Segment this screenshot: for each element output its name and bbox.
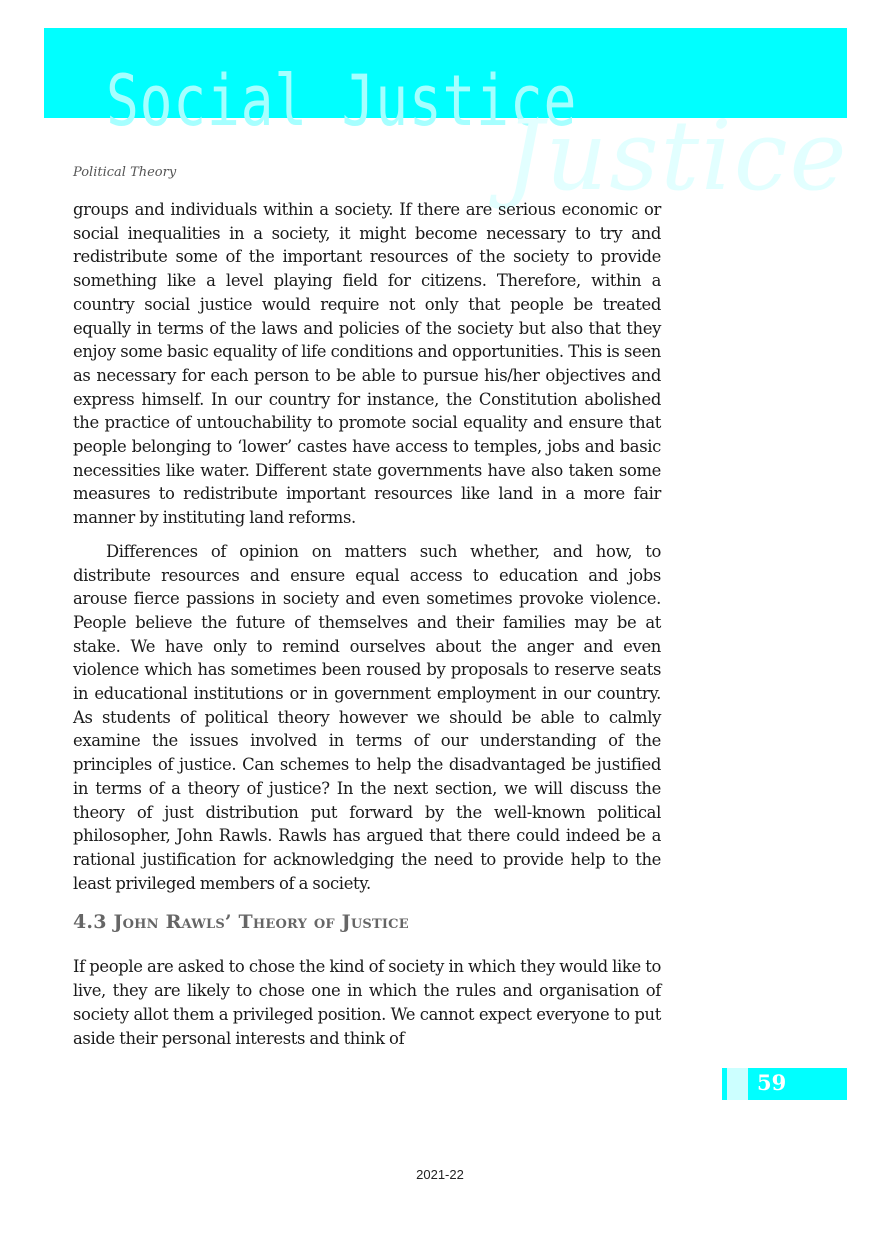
page-number: 59 — [757, 1070, 787, 1095]
chapter-title: Social Justice — [106, 60, 578, 142]
page-number-tab — [722, 1068, 847, 1100]
page-number-strip — [727, 1068, 748, 1100]
page-content — [73, 198, 661, 1050]
page-footer: 2021-22 — [416, 1167, 464, 1182]
justice-watermark: Justice — [505, 100, 849, 212]
running-head: Political Theory — [73, 165, 177, 180]
section-paragraph: If people are asked to chose the kind of society in which they would like to live, they are likely to chose one in which the rules and organisation of society allot them a privileged position. We cannot expect everyone to put aside their personal interests and think of — [73, 957, 661, 1048]
body-paragraph: groups and individuals within a society. If there are serious economic or social inequalities in a society, it might become necessary to try and redistribute some of the important resources of the society to provide something like a level playing field for citizens. Therefore, within a country social justice would require not only that people be treated equally in terms of the laws and policies of the society but also that they enjoy some basic equality of life conditions and opportunities. This is seen as necessary for each person to be able to pursue his/her objectives and express himself. In our country for instance, the Constitution abolished the practice of untouchability to promote social equality and ensure that people belonging to ‘lower’ castes have access to temples, jobs and basic necessities like water. Different state governments have also taken some measures to redistribute important resources like land in a more fair manner by instituting land reforms. — [73, 200, 661, 528]
body-paragraph: Differences of opinion on matters such whether, and how, to distribute resources and ensure equal access to education and jobs arouse fierce passions in society and even sometimes provoke violence. People believe the future of themselves and their families may be at stake. We have only to remind ourselves about the anger and even violence which has sometimes been roused by proposals to reserve seats in educational institutions or in government employment in our country. As students of political theory however we should be able to calmly examine the issues involved in terms of our understanding of the principles of justice. Can schemes to help the disadvantaged be justified in terms of a theory of justice? In the next section, we will discuss the theory of just distribution put forward by the well-known political philosopher, John Rawls. Rawls has argued that there could indeed be a rational justification for acknowledging the need to provide help to the least privileged members of a society. — [73, 541, 661, 893]
section-heading: 4.3 John Rawls’ Theory of Justice — [73, 911, 409, 934]
